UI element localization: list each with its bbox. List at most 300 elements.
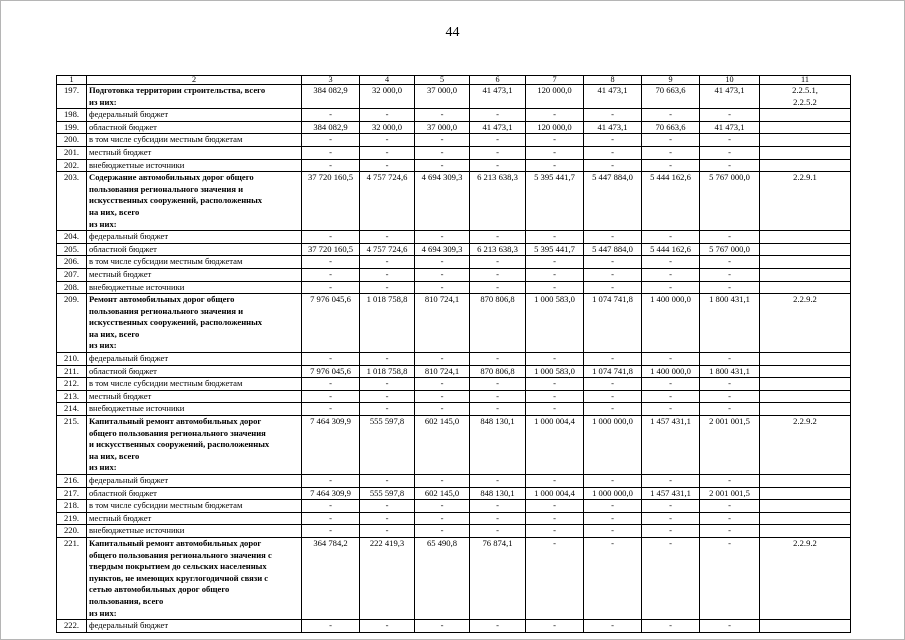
funding-value: 1 018 758,8 — [360, 365, 415, 378]
funding-value: - — [360, 109, 415, 122]
funding-value: - — [470, 134, 526, 147]
funding-value: 41 473,1 — [584, 121, 642, 134]
funding-value: - — [415, 146, 470, 159]
reference-code — [760, 365, 851, 378]
funding-value: - — [526, 268, 584, 281]
funding-value: - — [360, 525, 415, 538]
funding-value: - — [470, 500, 526, 513]
row-number: 222. — [57, 620, 87, 633]
funding-value: 41 473,1 — [470, 85, 526, 109]
funding-value: - — [360, 353, 415, 366]
table-header-row — [57, 76, 851, 85]
funding-value: - — [584, 500, 642, 513]
row-description: областной бюджет — [87, 121, 302, 134]
funding-value: - — [584, 256, 642, 269]
funding-value: - — [526, 231, 584, 244]
row-description: в том числе субсидии местным бюджетам — [87, 378, 302, 391]
funding-value: - — [415, 378, 470, 391]
funding-value: 7 464 309,9 — [302, 487, 360, 500]
funding-value: 41 473,1 — [700, 85, 760, 109]
funding-value: - — [360, 159, 415, 172]
funding-value: - — [642, 378, 700, 391]
funding-value: 70 663,6 — [642, 121, 700, 134]
funding-value: - — [584, 537, 642, 619]
table-row — [57, 378, 851, 391]
funding-value: - — [526, 281, 584, 294]
funding-value: - — [700, 390, 760, 403]
funding-value: - — [700, 620, 760, 633]
reference-code — [760, 134, 851, 147]
table-row — [57, 294, 851, 353]
funding-value: - — [700, 231, 760, 244]
funding-value: - — [415, 256, 470, 269]
funding-value: - — [700, 378, 760, 391]
table-row — [57, 487, 851, 500]
row-description: местный бюджет — [87, 512, 302, 525]
row-description: в том числе субсидии местным бюджетам — [87, 500, 302, 513]
funding-value: - — [415, 134, 470, 147]
row-number: 211. — [57, 365, 87, 378]
funding-value: - — [642, 390, 700, 403]
reference-code — [760, 159, 851, 172]
funding-value: - — [642, 109, 700, 122]
row-number: 220. — [57, 525, 87, 538]
funding-value: 5 447 884,0 — [584, 243, 642, 256]
row-number: 219. — [57, 512, 87, 525]
funding-value: - — [415, 109, 470, 122]
row-number: 213. — [57, 390, 87, 403]
funding-value: - — [526, 403, 584, 416]
funding-value: 384 082,9 — [302, 121, 360, 134]
funding-value: 5 395 441,7 — [526, 172, 584, 231]
funding-value: 5 447 884,0 — [584, 172, 642, 231]
reference-code — [760, 256, 851, 269]
funding-value: - — [642, 537, 700, 619]
funding-value: - — [584, 475, 642, 488]
funding-value: 1 457 431,1 — [642, 487, 700, 500]
funding-value: - — [470, 268, 526, 281]
table-row — [57, 268, 851, 281]
column-number-header: 2 — [87, 76, 302, 85]
reference-code — [760, 268, 851, 281]
funding-value: - — [700, 146, 760, 159]
funding-value: 1 400 000,0 — [642, 294, 700, 353]
funding-value: - — [302, 390, 360, 403]
funding-value: 41 473,1 — [584, 85, 642, 109]
funding-value: 4 757 724,6 — [360, 243, 415, 256]
table-row — [57, 620, 851, 633]
table-row — [57, 475, 851, 488]
funding-value: 555 597,8 — [360, 416, 415, 475]
table-row — [57, 500, 851, 513]
reference-code — [760, 512, 851, 525]
funding-value: - — [360, 256, 415, 269]
funding-value: - — [360, 620, 415, 633]
row-description: федеральный бюджет — [87, 353, 302, 366]
row-description: в том числе субсидии местным бюджетам — [87, 256, 302, 269]
funding-value: - — [584, 378, 642, 391]
funding-value: 4 694 309,3 — [415, 172, 470, 231]
funding-value: 602 145,0 — [415, 487, 470, 500]
funding-value: - — [584, 268, 642, 281]
funding-value: - — [415, 268, 470, 281]
funding-value: - — [360, 268, 415, 281]
funding-value: - — [642, 525, 700, 538]
funding-value: - — [470, 512, 526, 525]
funding-value: - — [642, 500, 700, 513]
reference-code: 2.2.5.1, 2.2.5.2 — [760, 85, 851, 109]
row-number: 215. — [57, 416, 87, 475]
funding-value: - — [415, 525, 470, 538]
funding-value: - — [415, 620, 470, 633]
funding-value: 65 490,8 — [415, 537, 470, 619]
column-number-header: 10 — [700, 76, 760, 85]
row-description: внебюджетные источники — [87, 281, 302, 294]
funding-value: 5 767 000,0 — [700, 172, 760, 231]
funding-value: - — [526, 537, 584, 619]
table-row — [57, 243, 851, 256]
funding-value: - — [584, 620, 642, 633]
table-row — [57, 256, 851, 269]
funding-value: 37 720 160,5 — [302, 243, 360, 256]
funding-value: - — [302, 159, 360, 172]
column-number-header: 3 — [302, 76, 360, 85]
funding-value: 848 130,1 — [470, 487, 526, 500]
row-number: 199. — [57, 121, 87, 134]
reference-code — [760, 475, 851, 488]
funding-value: - — [526, 620, 584, 633]
row-description: федеральный бюджет — [87, 475, 302, 488]
column-number-header: 4 — [360, 76, 415, 85]
row-description: местный бюджет — [87, 268, 302, 281]
reference-code — [760, 620, 851, 633]
reference-code — [760, 231, 851, 244]
funding-value: - — [700, 109, 760, 122]
funding-value: - — [302, 525, 360, 538]
page-number: 44 — [445, 25, 460, 40]
funding-value: - — [584, 109, 642, 122]
funding-value: 70 663,6 — [642, 85, 700, 109]
column-number-header: 11 — [760, 76, 851, 85]
funding-value: 120 000,0 — [526, 85, 584, 109]
row-number: 208. — [57, 281, 87, 294]
funding-value: - — [642, 146, 700, 159]
row-number: 212. — [57, 378, 87, 391]
table-row — [57, 525, 851, 538]
funding-value: 1 074 741,8 — [584, 365, 642, 378]
funding-value: - — [360, 500, 415, 513]
funding-value: 76 874,1 — [470, 537, 526, 619]
funding-value: - — [415, 353, 470, 366]
funding-value: 1 000 583,0 — [526, 294, 584, 353]
funding-value: 5 444 162,6 — [642, 172, 700, 231]
row-number: 206. — [57, 256, 87, 269]
funding-value: - — [700, 353, 760, 366]
funding-value: - — [526, 109, 584, 122]
funding-value: 41 473,1 — [470, 121, 526, 134]
table-row — [57, 146, 851, 159]
row-number: 205. — [57, 243, 87, 256]
row-description: внебюджетные источники — [87, 159, 302, 172]
table-row — [57, 416, 851, 475]
funding-value: - — [302, 109, 360, 122]
funding-value: 41 473,1 — [700, 121, 760, 134]
funding-value: - — [526, 353, 584, 366]
funding-value: - — [526, 134, 584, 147]
column-number-header: 1 — [57, 76, 87, 85]
row-description: федеральный бюджет — [87, 620, 302, 633]
funding-value: 870 806,8 — [470, 365, 526, 378]
row-number: 214. — [57, 403, 87, 416]
funding-value: - — [700, 537, 760, 619]
funding-value: - — [642, 403, 700, 416]
funding-value: - — [302, 620, 360, 633]
table-row — [57, 353, 851, 366]
row-description: Капитальный ремонт автомобильных дорог общего пользования регионального значения с твердым покрытием до сельских населенных пунктов, не имеющих круглогодичной связи с сетью автомобильных дорог общего пользования, всего из них: — [87, 537, 302, 619]
row-number: 218. — [57, 500, 87, 513]
funding-value: 1 000 000,0 — [584, 487, 642, 500]
row-number: 200. — [57, 134, 87, 147]
funding-value: - — [642, 353, 700, 366]
row-number: 201. — [57, 146, 87, 159]
funding-value: - — [700, 281, 760, 294]
funding-value: - — [584, 146, 642, 159]
row-description: областной бюджет — [87, 243, 302, 256]
funding-value: - — [584, 281, 642, 294]
funding-value: - — [584, 134, 642, 147]
reference-code — [760, 281, 851, 294]
reference-code — [760, 243, 851, 256]
funding-value: - — [700, 159, 760, 172]
funding-value: - — [584, 390, 642, 403]
funding-value: 32 000,0 — [360, 121, 415, 134]
funding-value: - — [470, 256, 526, 269]
funding-value: 7 976 045,6 — [302, 294, 360, 353]
funding-value: - — [584, 353, 642, 366]
funding-value: - — [584, 512, 642, 525]
table-row — [57, 231, 851, 244]
reference-code — [760, 146, 851, 159]
funding-value: - — [360, 512, 415, 525]
funding-value: 37 000,0 — [415, 85, 470, 109]
funding-value: - — [470, 231, 526, 244]
funding-value: - — [360, 231, 415, 244]
funding-value: - — [526, 378, 584, 391]
funding-value: 1 800 431,1 — [700, 365, 760, 378]
row-description: внебюджетные источники — [87, 525, 302, 538]
column-number-header: 7 — [526, 76, 584, 85]
funding-value: - — [526, 500, 584, 513]
funding-value: 810 724,1 — [415, 294, 470, 353]
table-row — [57, 390, 851, 403]
funding-value: - — [470, 146, 526, 159]
reference-code — [760, 500, 851, 513]
funding-value: - — [360, 390, 415, 403]
funding-value: - — [700, 475, 760, 488]
row-number: 197. — [57, 85, 87, 109]
funding-value: - — [470, 390, 526, 403]
funding-value: - — [642, 134, 700, 147]
funding-value: - — [470, 159, 526, 172]
column-number-header: 5 — [415, 76, 470, 85]
funding-value: 7 464 309,9 — [302, 416, 360, 475]
row-description: Капитальный ремонт автомобильных дорог общего пользования регионального значения и искусственных сооружений, расположенных на них, всего из них: — [87, 416, 302, 475]
row-description: местный бюджет — [87, 390, 302, 403]
reference-code — [760, 353, 851, 366]
row-number: 210. — [57, 353, 87, 366]
row-number: 202. — [57, 159, 87, 172]
row-description: Ремонт автомобильных дорог общего пользования регионального значения и искусственных сооружений, расположенных на них, всего из них: — [87, 294, 302, 353]
funding-value: 602 145,0 — [415, 416, 470, 475]
funding-value: 222 419,3 — [360, 537, 415, 619]
row-description: Подготовка территории строительства, всего из них: — [87, 85, 302, 109]
funding-value: 37 000,0 — [415, 121, 470, 134]
funding-value: 1 800 431,1 — [700, 294, 760, 353]
funding-value: - — [302, 256, 360, 269]
funding-value: - — [584, 159, 642, 172]
row-number: 207. — [57, 268, 87, 281]
funding-value: - — [302, 146, 360, 159]
funding-value: - — [526, 256, 584, 269]
funding-value: - — [302, 378, 360, 391]
funding-value: - — [470, 109, 526, 122]
funding-value: - — [584, 231, 642, 244]
row-description: федеральный бюджет — [87, 231, 302, 244]
funding-value: - — [360, 403, 415, 416]
table-row — [57, 134, 851, 147]
row-description: в том числе субсидии местным бюджетам — [87, 134, 302, 147]
funding-value: - — [470, 525, 526, 538]
table-row — [57, 172, 851, 231]
reference-code — [760, 378, 851, 391]
table-row — [57, 512, 851, 525]
funding-value: - — [302, 268, 360, 281]
funding-value: - — [642, 475, 700, 488]
funding-value: - — [302, 231, 360, 244]
column-number-header: 8 — [584, 76, 642, 85]
funding-value: - — [415, 403, 470, 416]
funding-value: - — [415, 159, 470, 172]
funding-value: - — [642, 268, 700, 281]
table-row — [57, 85, 851, 109]
funding-value: 7 976 045,6 — [302, 365, 360, 378]
funding-value: - — [302, 281, 360, 294]
funding-value: - — [642, 159, 700, 172]
funding-value: - — [415, 231, 470, 244]
reference-code — [760, 487, 851, 500]
reference-code: 2.2.9.2 — [760, 294, 851, 353]
reference-code — [760, 109, 851, 122]
row-number: 221. — [57, 537, 87, 619]
funding-value: - — [470, 403, 526, 416]
funding-value: - — [302, 475, 360, 488]
funding-value: - — [470, 620, 526, 633]
reference-code: 2.2.9.2 — [760, 537, 851, 619]
funding-value: 1 400 000,0 — [642, 365, 700, 378]
funding-value: - — [470, 475, 526, 488]
row-description: внебюджетные источники — [87, 403, 302, 416]
funding-value: 5 444 162,6 — [642, 243, 700, 256]
funding-value: - — [526, 146, 584, 159]
funding-value: - — [584, 525, 642, 538]
funding-value: 32 000,0 — [360, 85, 415, 109]
funding-value: 1 000 004,4 — [526, 416, 584, 475]
funding-value: 1 018 758,8 — [360, 294, 415, 353]
table-row — [57, 159, 851, 172]
funding-value: 870 806,8 — [470, 294, 526, 353]
funding-value: 5 395 441,7 — [526, 243, 584, 256]
funding-value: - — [470, 378, 526, 391]
reference-code — [760, 390, 851, 403]
funding-value: 6 213 638,3 — [470, 243, 526, 256]
funding-value: 4 757 724,6 — [360, 172, 415, 231]
funding-value: - — [302, 403, 360, 416]
funding-value: - — [360, 475, 415, 488]
funding-value: - — [415, 390, 470, 403]
table-row — [57, 121, 851, 134]
table-row — [57, 109, 851, 122]
funding-value: - — [360, 146, 415, 159]
funding-value: - — [700, 268, 760, 281]
reference-code — [760, 121, 851, 134]
funding-value: - — [700, 134, 760, 147]
funding-value: - — [526, 159, 584, 172]
reference-code: 2.2.9.2 — [760, 416, 851, 475]
funding-value: - — [526, 512, 584, 525]
funding-value: - — [360, 134, 415, 147]
row-number: 203. — [57, 172, 87, 231]
reference-code — [760, 403, 851, 416]
funding-value: 1 000 583,0 — [526, 365, 584, 378]
funding-value: - — [700, 256, 760, 269]
funding-value: - — [584, 403, 642, 416]
table-row — [57, 365, 851, 378]
table-row — [57, 281, 851, 294]
column-number-header: 6 — [470, 76, 526, 85]
table-row — [57, 537, 851, 619]
funding-value: - — [700, 512, 760, 525]
funding-value: - — [302, 134, 360, 147]
funding-value: - — [700, 403, 760, 416]
funding-value: - — [700, 525, 760, 538]
row-number: 209. — [57, 294, 87, 353]
row-description: областной бюджет — [87, 365, 302, 378]
funding-value: - — [642, 256, 700, 269]
funding-value: 848 130,1 — [470, 416, 526, 475]
funding-value: - — [360, 281, 415, 294]
row-description: областной бюджет — [87, 487, 302, 500]
funding-value: - — [470, 353, 526, 366]
funding-value: 1 000 004,4 — [526, 487, 584, 500]
funding-value: - — [700, 500, 760, 513]
funding-value: - — [302, 512, 360, 525]
funding-value: - — [360, 378, 415, 391]
funding-value: 1 000 000,0 — [584, 416, 642, 475]
funding-value: 4 694 309,3 — [415, 243, 470, 256]
funding-value: - — [415, 512, 470, 525]
funding-value: - — [302, 500, 360, 513]
funding-value: - — [415, 500, 470, 513]
row-number: 204. — [57, 231, 87, 244]
funding-value: - — [415, 475, 470, 488]
funding-value: - — [302, 353, 360, 366]
funding-value: - — [642, 281, 700, 294]
funding-value: 555 597,8 — [360, 487, 415, 500]
funding-value: 364 784,2 — [302, 537, 360, 619]
row-description: Содержание автомобильных дорог общего пользования регионального значения и искусственных сооружений, расположенных на них, всего из них: — [87, 172, 302, 231]
funding-value: 1 074 741,8 — [584, 294, 642, 353]
row-description: местный бюджет — [87, 146, 302, 159]
